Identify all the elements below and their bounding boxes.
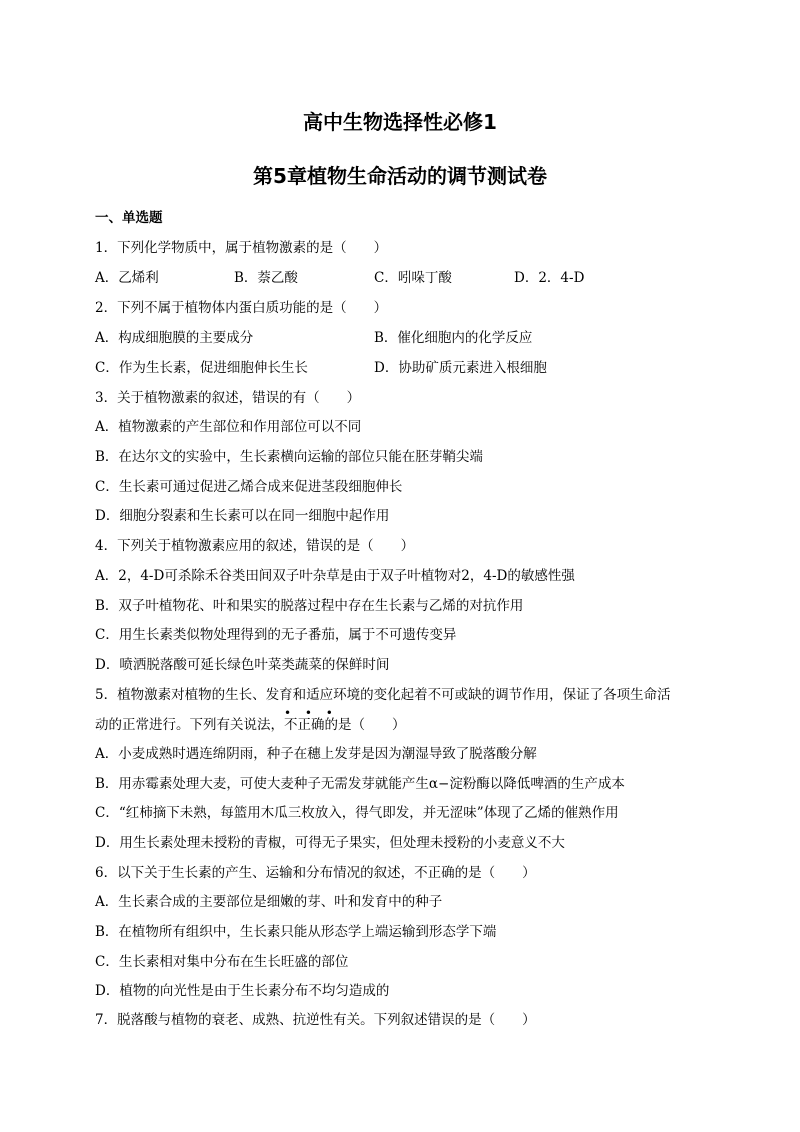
q6-option-d: D．植物的向光性是由于生长素分布不均匀造成的 [95, 983, 390, 999]
q5-stem-post: 的是（ ） [324, 717, 406, 733]
q6-stem: 6．以下关于生长素的产生、运输和分布情况的叙述，不正确的是（ ） [95, 865, 536, 881]
q4-option-b: B．双子叶植物花、叶和果实的脱落过程中存在生长素与乙烯的对抗作用 [95, 598, 524, 614]
q5-option-b: B．用赤霉素处理大麦，可使大麦种子无需发芽就能产生α−淀粉酶以降低啤酒的生产成本 [95, 776, 625, 792]
q5-option-c: C．“红柿摘下未熟，每篮用木瓜三枚放入，得气即发，并无涩味”体现了乙烯的催熟作用 [95, 805, 619, 821]
q6-option-a: A．生长素合成的主要部位是细嫩的芽、叶和发育中的种子 [95, 894, 443, 910]
q5-option-a: A．小麦成熟时遇连绵阴雨，种子在穗上发芽是因为潮湿导致了脱落酸分解 [95, 746, 537, 762]
doc-title: 高中生物选择性必修1 [303, 110, 497, 134]
doc-subtitle: 第5章植物生命活动的调节测试卷 [253, 164, 547, 188]
q3-option-a: A．植物激素的产生部位和作用部位可以不同 [95, 419, 362, 435]
q2-option-a: A．构成细胞膜的主要成分 [95, 330, 254, 346]
q4-option-c: C．用生长素类似物处理得到的无子番茄，属于不可遗传变异 [95, 627, 457, 643]
q6-option-b: B．在植物所有组织中，生长素只能从形态学上端运输到形态学下端 [95, 924, 497, 940]
q3-option-b: B．在达尔文的实验中，生长素横向运输的部位只能在胚芽鞘尖端 [95, 449, 483, 465]
q3-stem: 3．关于植物激素的叙述，错误的有（ ） [95, 390, 361, 406]
section-heading: 一、单选题 [95, 210, 163, 226]
q1-option-b: B．萘乙酸 [234, 270, 298, 286]
q1-option-a: A．乙烯利 [95, 270, 159, 286]
q7-stem: 7．脱落酸与植物的衰老、成熟、抗逆性有关。下列叙述错误的是（ ） [95, 1012, 536, 1028]
emphasis-dots: • • • [284, 706, 338, 720]
q5-option-d: D．用生长素处理未授粉的青椒，可得无子果实，但处理未授粉的小麦意义不大 [95, 835, 565, 851]
q5-stem-line1: 5．植物激素对植物的生长、发育和适应环境的变化起着不可或缺的调节作用，保证了各项生命活 [95, 687, 671, 703]
q1-option-c: C．吲哚丁酸 [374, 270, 452, 286]
q2-option-b: B．催化细胞内的化学反应 [374, 330, 533, 346]
q1-stem: 1．下列化学物质中，属于植物激素的是（ ） [95, 240, 388, 256]
q2-stem: 2．下列不属于植物体内蛋白质功能的是（ ） [95, 300, 388, 316]
q5-emphasis-text: 不正确 [284, 717, 325, 733]
q3-option-c: C．生长素可通过促进乙烯合成来促进茎段细胞伸长 [95, 479, 403, 495]
q2-option-d: D．协助矿质元素进入根细胞 [374, 360, 547, 376]
q5-stem-pre: 动的正常进行。下列有关说法， [95, 717, 284, 733]
q1-option-d: D．2．4-D [514, 270, 585, 286]
q3-option-d: D．细胞分裂素和生长素可以在同一细胞中起作用 [95, 508, 390, 524]
q4-option-d: D．喷洒脱落酸可延长绿色叶菜类蔬菜的保鲜时间 [95, 657, 390, 673]
q5-stem-line2 [95, 706, 406, 733]
q5-emphasis [284, 706, 338, 733]
q2-option-c: C．作为生长素，促进细胞伸长生长 [95, 360, 308, 376]
q6-option-c: C．生长素相对集中分布在生长旺盛的部位 [95, 954, 349, 970]
q4-stem: 4．下列关于植物激素应用的叙述，错误的是（ ） [95, 538, 415, 554]
q4-option-a: A．2，4-D可杀除禾谷类田间双子叶杂草是由于双子叶植物对2，4-D的敏感性强 [95, 568, 575, 584]
